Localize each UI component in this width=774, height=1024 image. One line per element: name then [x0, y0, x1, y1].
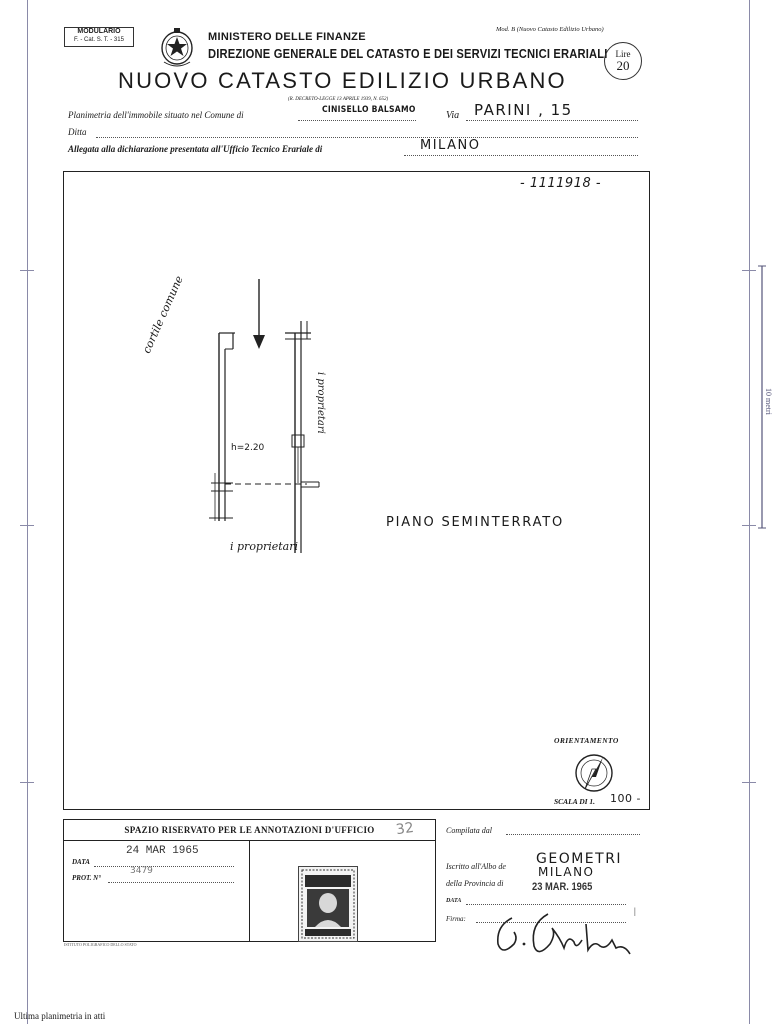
- via-label: Via: [446, 110, 460, 121]
- model-reference: Mod. B (Nuovo Catasto Edilizio Urbano): [496, 26, 604, 33]
- lire-value: 20: [616, 58, 630, 73]
- proprietari-right-wrap: [315, 372, 446, 434]
- compiler-data-label: DATA: [446, 898, 462, 904]
- annotation-data-line: [94, 866, 234, 867]
- left-registration-mark: [20, 525, 34, 526]
- revenue-stamp: [298, 866, 358, 942]
- office-annotations-title: SPAZIO RISERVATO PER LE ANNOTAZIONI D'UFFICIO: [63, 819, 436, 841]
- annotation-prot-line: [108, 882, 234, 883]
- right-crop-line: [749, 0, 750, 1024]
- compilata-line: [506, 834, 640, 835]
- iscritto-label: Iscritto all'Albo de: [446, 862, 506, 871]
- compilata-label: Compilata dal: [446, 826, 493, 835]
- scale-value: 100 -: [610, 792, 641, 805]
- directorate-name: DIREZIONE GENERALE DEL CATASTO E DEI SERVIZI TECNICI ERARIALI: [208, 46, 608, 61]
- annotation-date-stamp: 24 MAR 1965: [126, 845, 199, 857]
- cortile-note-wrap: [140, 273, 260, 363]
- scale-label: SCALA DI 1.: [554, 797, 596, 806]
- signature-tick: |: [634, 906, 636, 916]
- provincia-label: della Provincia di: [446, 879, 504, 888]
- via-dotted-line: [466, 120, 638, 121]
- document-title: NUOVO CATASTO EDILIZIO URBANO: [118, 68, 567, 93]
- left-registration-mark: [20, 782, 34, 783]
- albo-value: GEOMETRI: [536, 851, 623, 867]
- revenue-stamp-circle: [604, 42, 642, 80]
- ditta-label: Ditta: [68, 127, 87, 137]
- floor-plan-drawing: [63, 171, 650, 810]
- modulario-label: MODULARIO: [77, 28, 121, 35]
- annotation-prot-value: 3479: [130, 866, 153, 876]
- decree-reference: (R. DECRETO-LEGGE 13 APRILE 1939, N. 652): [288, 97, 389, 102]
- comune-value: CINISELLO BALSAMO: [322, 105, 416, 115]
- annotation-divider: [249, 841, 250, 942]
- handwritten-signature: [490, 904, 640, 962]
- cortile-comune-note: cortile comune: [140, 273, 186, 356]
- proprietari-right-note: i proprietari: [315, 372, 326, 434]
- provincia-value: MILANO: [538, 865, 595, 879]
- printer-note: ISTITUTO POLIGRAFICO DELLO STATO: [64, 942, 137, 947]
- right-registration-mark: [742, 782, 756, 783]
- floor-label: PIANO SEMINTERRATO: [386, 515, 565, 530]
- annotation-number: 32: [394, 819, 415, 839]
- ditta-dotted-line: [96, 137, 638, 138]
- side-scale-label-wrap: [751, 388, 773, 418]
- side-scale-label: 10 metri: [764, 388, 773, 415]
- modulario-box: [64, 27, 134, 47]
- annotation-data-label: DATA: [72, 858, 90, 866]
- ufficio-dotted-line: [404, 155, 638, 156]
- modulario-code: F. - Cat. S. T. - 315: [74, 37, 124, 43]
- revenue-stamp-portrait-icon: [299, 867, 357, 941]
- ufficio-value: MILANO: [420, 138, 481, 153]
- firma-label: Firma:: [446, 915, 466, 923]
- left-registration-mark: [20, 270, 34, 271]
- comune-dotted-line: [298, 120, 416, 121]
- footer-note: Ultima planimetria in atti: [14, 1011, 106, 1021]
- left-crop-line: [27, 0, 28, 1024]
- compiler-date-stamp: 23 MAR. 1965: [532, 881, 593, 893]
- ministry-name: MINISTERO DELLE FINANZE: [208, 31, 366, 43]
- orientation-label: ORIENTAMENTO: [554, 736, 619, 745]
- allegata-label: Allegata alla dichiarazione presentata all'Ufficio Tecnico Erariale di: [68, 144, 323, 154]
- lire-label: Lire: [615, 49, 631, 59]
- via-value: PARINI , 15: [474, 101, 573, 119]
- plan-comune-label: Planimetria dell'immobile situato nel Comune di: [68, 110, 244, 120]
- proprietari-bottom-note: i proprietari: [230, 540, 299, 553]
- protocol-number: - 1111918 -: [520, 176, 602, 191]
- annotation-prot-label: PROT. N°: [72, 874, 101, 882]
- height-note: h=2.20: [231, 443, 265, 453]
- state-emblem-icon: [158, 26, 196, 68]
